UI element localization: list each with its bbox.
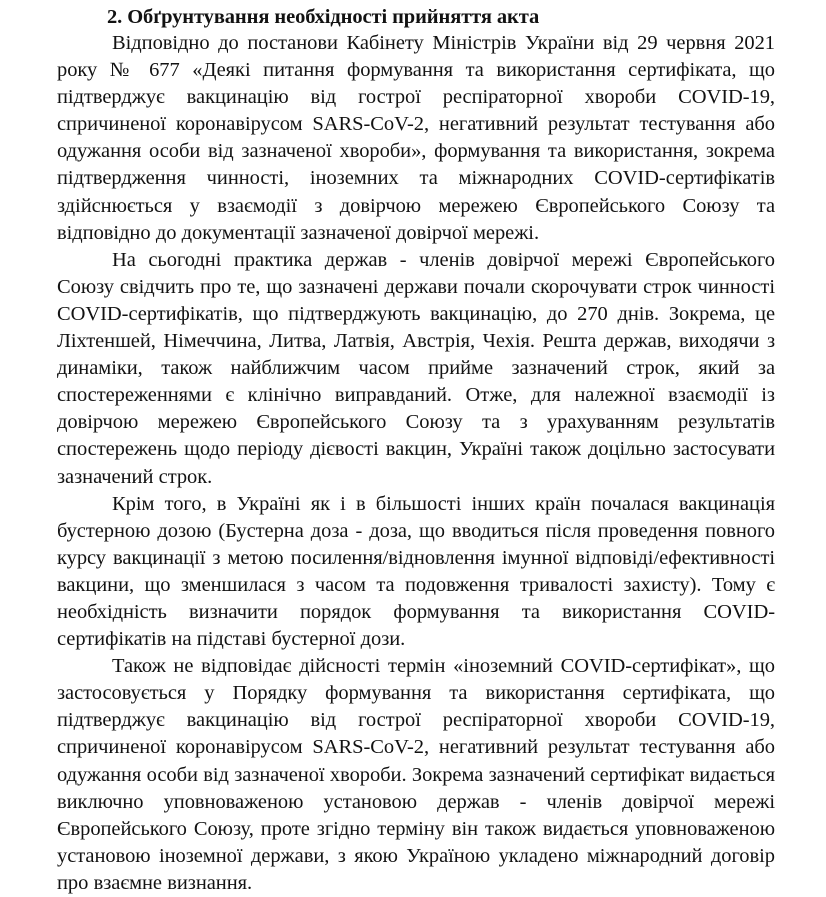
body-paragraph-3: Крім того, в Україні як і в більшості інших країн почалася вакцинація бустерною дозою (Бустерна доза - доза, що вводиться після проведення повного курсу вакцинації з метою посилення/відновлення імунної відповіді/ефективності вакцини, що зменшилася з часом та подовження тривалості захисту). Тому є необхідність визначити порядок формування та використання COVID-сертифікатів на підставі бустерної дози.	[57, 492, 775, 651]
section-heading: 2. Обґрунтування необхідності прийняття акта	[107, 6, 540, 28]
body-paragraph-2: На сьогодні практика держав - членів довірчої мережі Європейського Союзу свідчить про те, що зазначені держави почали скорочувати строк чинності COVID-сертифікатів, що підтверджують вакцинацію, до 270 днів. Зокрема, це Ліхтеншей, Німеччина, Литва, Латвія, Австрія, Чехія. Решта держав, виходячи з динаміки, також найближчим часом прийме зазначений строк, який за спостереженнями є клінічно виправданий. Отже, для належної взаємодії із довірчою мережею Європейського Союзу та з урахуванням результатів спостережень щодо періоду дієвості вакцин, Україні також доцільно застосувати зазначений строк.	[57, 248, 775, 488]
body-paragraph-1: Відповідно до постанови Кабінету Міністрів України від 29 червня 2021 року № 677 «Деякі питання формування та використання сертифіката, що підтверджує вакцинацію від гострої респіраторної хвороби COVID-19, спричиненої коронавірусом SARS-CoV-2, негативний результат тестування або одужання особи від зазначеної хвороби», формування та використання, зокрема підтвердження чинності, іноземних та міжнародних COVID-сертифікатів здійснюється у взаємодії з довірчою мережею Європейського Союзу та відповідно до документації зазначеної довірчої мережі.	[57, 32, 775, 244]
body-paragraph-4: Також не відповідає дійсності термін «іноземний COVID-сертифікат», що застосовується у Порядку формування та використання сертифіката, що підтверджує вакцинацію від гострої респіраторної хвороби COVID-19, спричиненої коронавірусом SARS-CoV-2, негативний результат тестування або одужання особи від зазначеної хвороби. Зокрема зазначений сертифікат видається виключно уповноваженою установою держав - членів довірчої мережі Європейського Союзу, проте згідно терміну він також видається уповноваженою установою іноземної держави, з якою Україною укладено міжнародний договір про взаємне визнання.	[57, 655, 775, 894]
